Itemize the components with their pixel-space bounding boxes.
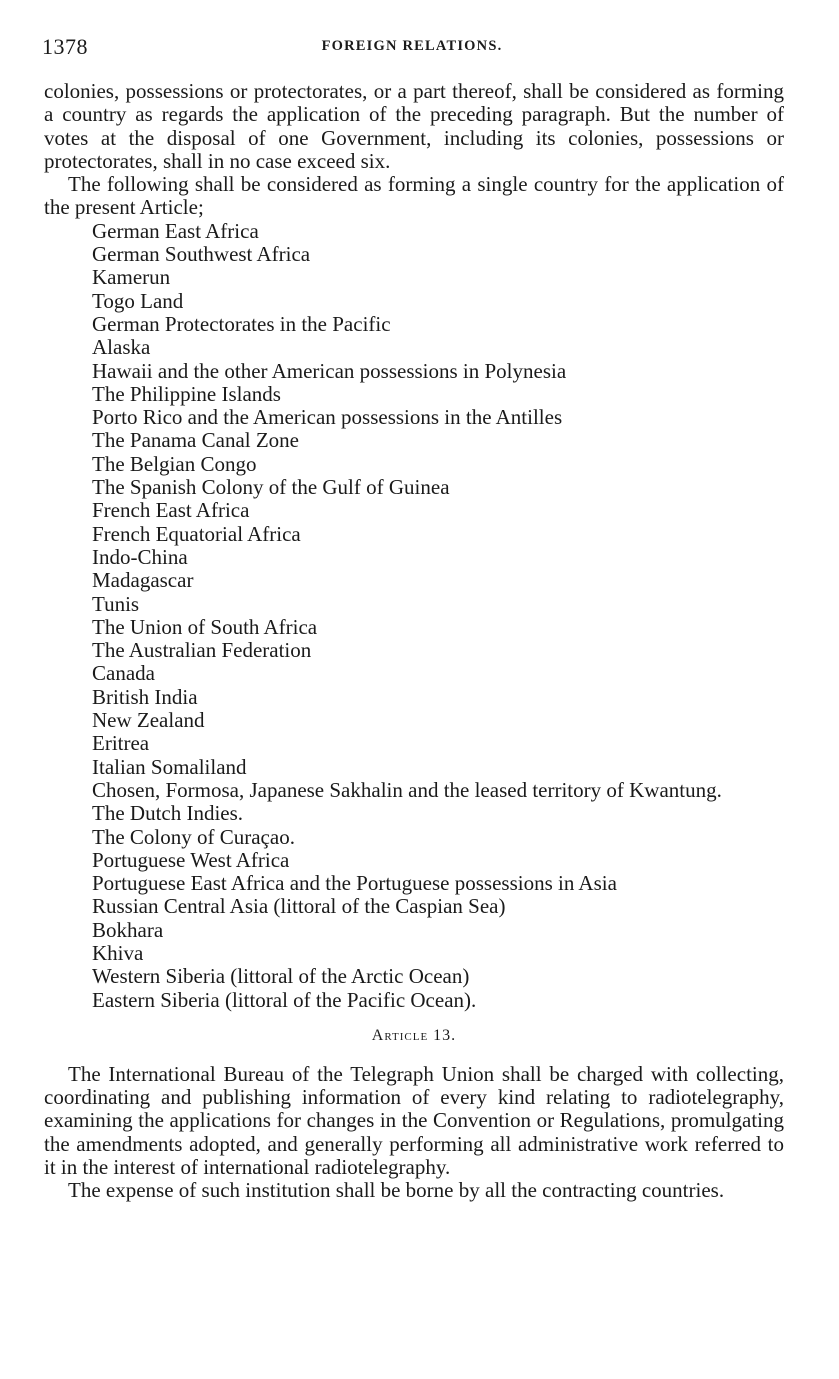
country-list-item: Alaska: [92, 335, 151, 360]
list-intro-paragraph: The following shall be considered as forming a single country for the application of the present Article;: [44, 172, 784, 220]
country-list-item: Canada: [92, 661, 155, 686]
country-list-item: German Protectorates in the Pacific: [92, 311, 391, 336]
country-list-item: French Equatorial Africa: [92, 521, 301, 546]
country-list-item: Indo-China: [92, 544, 188, 569]
article-13-paragraph-1: The International Bureau of the Telegraph Union shall be charged with collecting, coordinating and publishing information of every kind relating to radiotelegraphy, examining the applications for changes in the Convention or Regulations, promulgating the amendments adopted, and generally performing all administrative work referred to it in the interest of international radiotelegraphy.: [44, 1061, 784, 1180]
country-list-item: The Dutch Indies.: [92, 801, 244, 826]
country-list-item: Eastern Siberia (littoral of the Pacific Ocean).: [92, 987, 477, 1012]
country-list-item: The Panama Canal Zone: [92, 428, 300, 453]
country-list-item: German East Africa: [92, 218, 259, 243]
country-list-item: Madagascar: [92, 568, 194, 593]
country-list-item: The Spanish Colony of the Gulf of Guinea: [92, 475, 450, 500]
country-list-item: Portuguese East Africa and the Portuguese possessions in Asia: [92, 871, 617, 896]
continuation-paragraph: colonies, possessions or protectorates, or a part thereof, shall be considered as forming a country as regards the application of the preceding paragraph. But the number of votes at the disposal of one Government, including its colonies, possessions or protectorates, shall in no case exceed six.: [44, 79, 784, 173]
body-text: [44, 80, 784, 1203]
country-list-item: The Belgian Congo: [92, 451, 257, 476]
country-list: [44, 220, 784, 1012]
country-list-item: Eritrea: [92, 731, 150, 756]
article-13-paragraph-2: The expense of such institution shall be borne by all the contracting countries.: [68, 1178, 725, 1203]
country-list-item: Khiva: [92, 940, 144, 965]
country-list-item: Hawaii and the other American possessions in Polynesia: [92, 358, 567, 383]
article-13-heading: Article 13.: [371, 1026, 457, 1044]
country-list-item: German Southwest Africa: [92, 242, 311, 267]
country-list-item: French East Africa: [92, 498, 250, 523]
country-list-item: Chosen, Formosa, Japanese Sakhalin and the leased territory of Kwantung.: [92, 777, 722, 802]
country-list-item: Togo Land: [92, 288, 184, 313]
country-list-item: The Australian Federation: [92, 638, 312, 663]
page-number: 1378: [42, 34, 88, 59]
country-list-item: Portuguese West Africa: [92, 847, 290, 872]
country-list-item: The Union of South Africa: [92, 614, 318, 639]
country-list-item: New Zealand: [92, 708, 205, 733]
country-list-item: Western Siberia (littoral of the Arctic Ocean): [92, 964, 470, 989]
country-list-item: Tunis: [92, 591, 140, 616]
country-list-item: Kamerun: [92, 265, 171, 290]
country-list-item: Italian Somaliland: [92, 754, 247, 779]
country-list-item: British India: [92, 684, 198, 709]
country-list-item: The Colony of Curaçao.: [92, 824, 295, 849]
page-header: [42, 34, 782, 64]
country-list-item: Bokhara: [92, 917, 164, 942]
article-13-body: [44, 1063, 784, 1203]
country-list-item: Russian Central Asia (littoral of the Caspian Sea): [92, 894, 506, 919]
country-list-item: Porto Rico and the American possessions in the Antilles: [92, 405, 563, 430]
running-head: FOREIGN RELATIONS.: [321, 38, 503, 54]
country-list-item: The Philippine Islands: [92, 381, 281, 406]
